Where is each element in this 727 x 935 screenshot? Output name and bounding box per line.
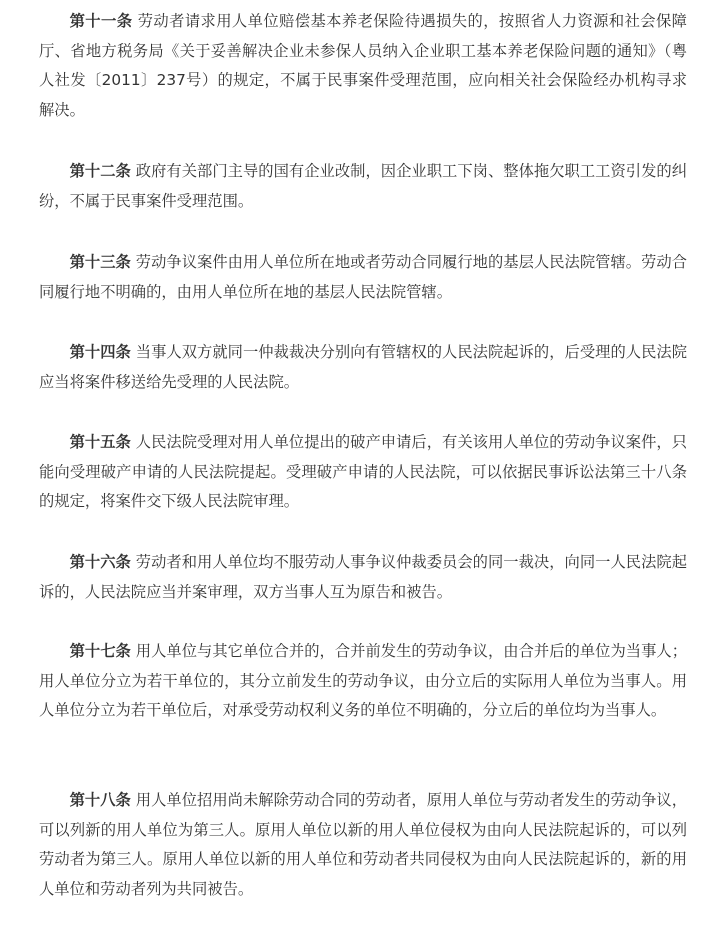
- article-number: 第十五条: [69, 433, 131, 451]
- article-text: 劳动者和用人单位均不服劳动人事争议仲裁委员会的同一裁决，向同一人民法院起诉的，人民法院应当并案审理，双方当事人互为原告和被告。: [39, 553, 687, 601]
- article-13: [39, 248, 687, 307]
- article-17: [39, 637, 687, 726]
- article-number: 第十三条: [69, 253, 131, 271]
- article-12: [39, 157, 687, 216]
- article-14: [39, 338, 687, 397]
- article-text: 用人单位与其它单位合并的，合并前发生的劳动争议，由合并后的单位为当事人；用人单位分立为若干单位的，其分立前发生的劳动争议，由分立后的实际用人单位为当事人。用人单位分立为若干单位后，对承受劳动权利义务的单位不明确的，分立后的单位均为当事人。: [39, 642, 687, 719]
- article-number: 第十七条: [69, 642, 131, 660]
- article-number: 第十二条: [69, 162, 131, 180]
- article-text: 政府有关部门主导的国有企业改制，因企业职工下岗、整体拖欠职工工资引发的纠纷，不属于民事案件受理范围。: [39, 162, 687, 210]
- article-text: 用人单位招用尚未解除劳动合同的劳动者，原用人单位与劳动者发生的劳动争议，可以列新的用人单位为第三人。原用人单位以新的用人单位侵权为由向人民法院起诉的，可以列劳动者为第三人。原用人单位以新的用人单位和劳动者共同侵权为由向人民法院起诉的，新的用人单位和劳动者列为共同被告。: [39, 791, 687, 898]
- article-text: 劳动者请求用人单位赔偿基本养老保险待遇损失的，按照省人力资源和社会保障厅、省地方税务局《关于妥善解决企业未参保人员纳入企业职工基本养老保险问题的通知》（粤人社发〔2011〕237号）的规定，不属于民事案件受理范围，应向相关社会保险经办机构寻求解决。: [39, 12, 687, 119]
- article-number: 第十一条: [69, 12, 133, 30]
- article-text: 劳动争议案件由用人单位所在地或者劳动合同履行地的基层人民法院管辖。劳动合同履行地不明确的，由用人单位所在地的基层人民法院管辖。: [39, 253, 687, 301]
- article-18: [39, 786, 687, 904]
- article-text: 当事人双方就同一仲裁裁决分别向有管辖权的人民法院起诉的，后受理的人民法院应当将案件移送给先受理的人民法院。: [39, 343, 687, 391]
- article-16: [39, 548, 687, 607]
- article-number: 第十四条: [69, 343, 131, 361]
- article-text: 人民法院受理对用人单位提出的破产申请后，有关该用人单位的劳动争议案件，只能向受理破产申请的人民法院提起。受理破产申请的人民法院，可以依据民事诉讼法第三十八条的规定，将案件交下级人民法院审理。: [39, 433, 687, 510]
- article-number: 第十六条: [69, 553, 131, 571]
- article-11: [39, 7, 687, 125]
- article-number: 第十八条: [69, 791, 131, 809]
- article-15: [39, 428, 687, 517]
